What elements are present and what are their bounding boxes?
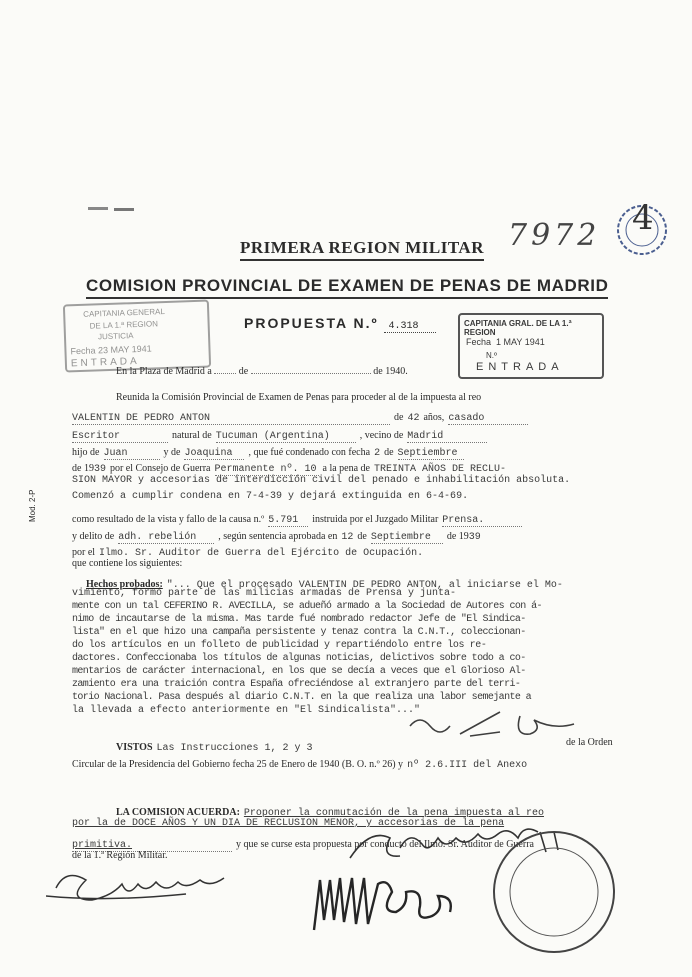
proposal-number: 4.318 bbox=[384, 321, 436, 333]
hechos-line-2: mente con un tal CEFERINO R. AVECILLA, se adueñó armado a la Sociedad de Autores con á- bbox=[72, 601, 542, 612]
stamp-left-line2: DE LA 1.ª REGION bbox=[89, 319, 159, 331]
vistos-label: VISTOS bbox=[116, 742, 153, 753]
title-commission: COMISION PROVINCIAL DE EXAMEN DE PENAS DE MADRID bbox=[86, 276, 608, 299]
anexo-text: nº 2.6.III del Anexo bbox=[407, 760, 528, 771]
circular-line: Circular de la Presidencia del Gobierno fecha 25 de Enero de 1940 (B. O. n.º 26) y nº 2.6.III del Anexo bbox=[72, 759, 528, 771]
corner-number: 4 bbox=[632, 198, 654, 238]
pena-text: TREINTA AÑOS DE RECLU- bbox=[373, 464, 507, 475]
condena-month: Septiembre bbox=[398, 448, 464, 460]
reo-profession: Escritor bbox=[72, 431, 168, 443]
consejo-name: Permanente nº. 10 bbox=[214, 464, 317, 475]
signature-left bbox=[46, 858, 246, 908]
reo-status: casado bbox=[448, 413, 528, 425]
top-left-mark bbox=[88, 207, 108, 210]
hechos-line-10: la llevada a efecto anteriormente en "El Sindicalista"..." bbox=[72, 705, 421, 716]
stamp-right-line1: CAPITANIA GRAL. DE LA 1.ª REGION bbox=[464, 319, 572, 337]
vistos-line bbox=[116, 737, 313, 755]
acuerda-line-2: por la de DOCE AÑOS Y UN DIA DE RECLUSION MENOR, y accesorias de la pena bbox=[72, 818, 505, 829]
de-la-orden: de la Orden bbox=[566, 737, 613, 748]
hechos-line-3: nimo de incautarse de la misma. Mas tarde fué nombrado redactor Jefe de "El Sindica- bbox=[72, 614, 526, 625]
mother-name: Joaquina bbox=[184, 448, 244, 460]
title-region: PRIMERA REGION MILITAR bbox=[240, 238, 484, 261]
pena-line-2: SION MAYOR y accesorias de interdicción civil del penado e inhabilitación absoluta. bbox=[72, 475, 571, 486]
hechos-line-4: lista" en el que hizo una campaña persistente y tenaz contra la C.N.T., coleccionan- bbox=[72, 627, 526, 638]
proposal-heading bbox=[244, 315, 436, 332]
contiene-line: que contiene los siguientes: bbox=[72, 558, 183, 569]
reo-name: VALENTIN DE PEDRO ANTON bbox=[72, 413, 390, 425]
consejo-line: de 1939 por el Consejo de Guerra Permanente nº. 10 a la pena de TREINTA AÑOS DE RECLU- bbox=[72, 463, 507, 475]
reo-line: VALENTIN DE PEDRO ANTON de 42 años, casado bbox=[72, 407, 528, 425]
stamp-left-date: Fecha 23 MAY 1941 bbox=[70, 343, 152, 357]
entry-stamp-left bbox=[63, 299, 211, 372]
stamp-left-entry: ENTRADA bbox=[70, 355, 140, 370]
stamp-left-line3: JUSTICIA bbox=[97, 331, 134, 342]
acuerda-text: Proponer la conmutación de la pena impuesta al reo bbox=[243, 808, 544, 819]
hechos-line-7: mentarios de carácter internacional, en los que se decía a veces que el Glorioso Al- bbox=[72, 666, 526, 677]
stamp-left-line1: CAPITANIA GENERAL bbox=[83, 307, 165, 319]
auditor-text: Ilmo. Sr. Auditor de Guerra del Ejército de Ocupación. bbox=[99, 548, 424, 559]
condena-year: 39 bbox=[93, 464, 106, 475]
auditor-line: por el Ilmo. Sr. Auditor de Guerra del Ejército de Ocupación. bbox=[72, 547, 424, 559]
condena-day: 2 bbox=[374, 448, 381, 459]
resultado-line: como resultado de la vista y fallo de la causa n.º 5.791 instruida por el Juzgado Militar Prensa. bbox=[72, 509, 522, 527]
hechos-line-8: zamiento era una traición contra España ofreciéndose al extranjero parte del terri- bbox=[72, 679, 521, 690]
hechos-line-9: torio Nacional. Pasa después al diario C.N.T. en la que realiza una labor semejante a bbox=[72, 692, 532, 703]
acuerda-label: LA COMISION ACUERDA: bbox=[116, 807, 240, 818]
comenzo-line: Comenzó a cumplir condena en 7-4-39 y dejará extinguida en 6-4-69. bbox=[72, 491, 469, 502]
acuerda-end: de la 1.ª Región Militar. bbox=[72, 850, 168, 861]
parents-line: hijo de Juan y de Joaquina , que fué condenado con fecha 2 de Septiembre bbox=[72, 442, 464, 460]
delito-line: y delito de adh. rebelión , según sentencia aprobada en 12 de Septiembre de 1939 bbox=[72, 531, 481, 543]
acuerda-line-3: primitiva. y que se curse esta propuesta por conducto del Ilmo. Sr. Auditor de Guerra bbox=[72, 839, 534, 851]
reo-birthplace: Tucuman (Argentina) bbox=[216, 431, 356, 443]
hechos-line-1: vimiento, formó parte de las milicias armadas de Prensa y junta- bbox=[72, 588, 457, 599]
stamp-right-number: N.º bbox=[486, 351, 497, 360]
profession-line: Escritor natural de Tucuman (Argentina) , vecino de Madrid bbox=[72, 425, 487, 443]
hechos-label: Hechos probados: bbox=[86, 579, 163, 590]
hechos-line-6: dactores. Confeccionaba los títulos de algunas noticias, delictivos sobre todo a co- bbox=[72, 653, 526, 664]
juzgado-name: Prensa. bbox=[442, 515, 522, 527]
father-name: Juan bbox=[104, 448, 160, 460]
stamp-right-date: Fecha 1 MAY 1941 bbox=[466, 337, 545, 347]
proposal-label: PROPUESTA N.º bbox=[244, 315, 379, 331]
official-seal-icon bbox=[484, 822, 624, 962]
delito-text: adh. rebelión bbox=[118, 532, 214, 544]
intro-text: Reunida la Comisión Provincial de Examen de Penas para proceder al de la impuesta al reo bbox=[116, 392, 482, 403]
causa-number: 5.791 bbox=[268, 515, 308, 527]
sentencia-month: Septiembre bbox=[371, 532, 443, 544]
reo-residence: Madrid bbox=[407, 431, 487, 443]
reo-age: 42 bbox=[407, 413, 420, 424]
hechos-line-0: "... Que el procesado VALENTIN DE PEDRO ANTON, al iniciarse el Mo- bbox=[166, 580, 563, 591]
place-date-line: En la Plaza de Madrid a de de 1940. bbox=[116, 366, 408, 377]
top-left-mark-2 bbox=[114, 208, 134, 211]
signature-center bbox=[300, 870, 500, 940]
vistos-text: Las Instrucciones 1, 2 y 3 bbox=[156, 743, 313, 754]
hechos-line-5: do los artículos en un folleto de publicidad y repartiéndolo entre los re- bbox=[72, 640, 487, 651]
sentencia-year: 39 bbox=[468, 532, 481, 543]
entry-stamp-right bbox=[458, 313, 604, 379]
stamp-right-entry: ENTRADA bbox=[476, 361, 564, 373]
acuerda-primitiva: primitiva. bbox=[72, 840, 232, 852]
handwritten-file-number: 7972 bbox=[508, 218, 601, 253]
sentencia-day: 12 bbox=[341, 532, 354, 543]
side-model-label: Mod. 2-P bbox=[28, 489, 37, 522]
